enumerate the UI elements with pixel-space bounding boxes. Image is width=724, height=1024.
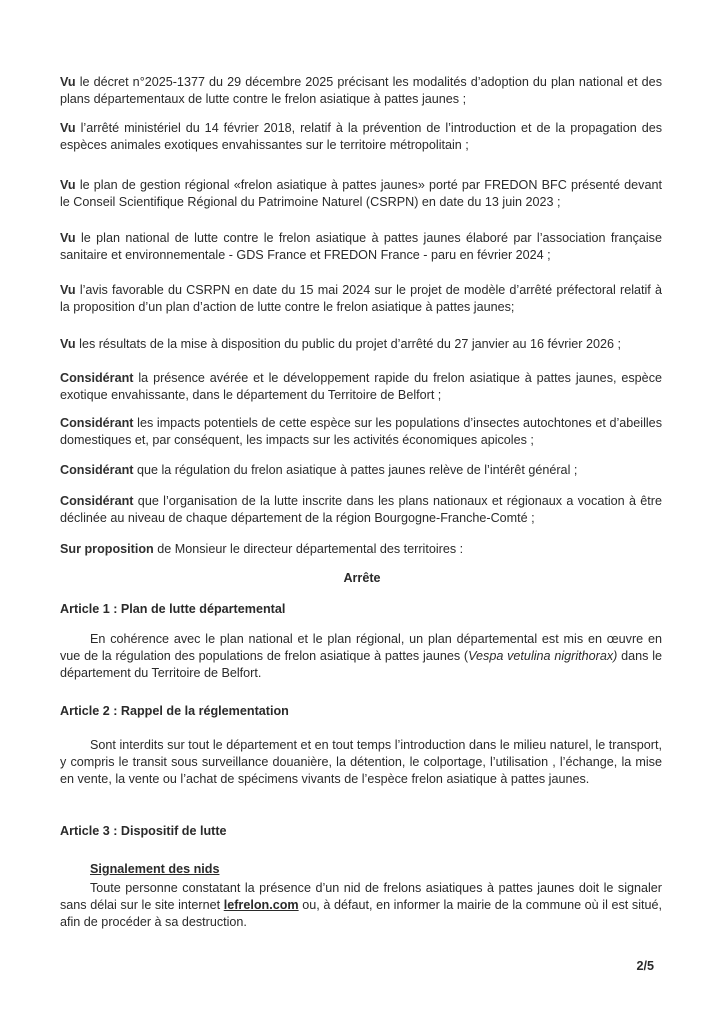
species-name: Vespa vetulina nigrithorax) — [468, 649, 618, 663]
article-2-text: Sont interdits sur tout le département et en tout temps l’introduction dans le milieu naturel, le transport, y compris le transit sous surveillance douanière, la détention, le colportage, l’utilisation , l’échange, la mise en vente, la vente ou l’achat de spécimens vivants de l’espèce frelon asiatique à pattes jaunes. — [60, 738, 662, 786]
article-1-title: Article 1 : Plan de lutte départemental — [60, 602, 286, 616]
paragraph-considerant-presence: Considérant la présence avérée et le développement rapide du frelon asiatique à pattes jaunes, espèce exotique envahissante, dans le département du Territoire de Belfort ; — [60, 371, 662, 402]
paragraph-vu-plan-regional: Vu le plan de gestion régional «frelon asiatique à pattes jaunes» porté par FREDON BFC présenté devant le Conseil Scientifique Régional du Patrimoine Naturel (CSRPN) en date du 13 juin 2023 ; — [60, 178, 662, 209]
page-number: 2/5 — [636, 959, 654, 973]
paragraph-considerant-regulation: Considérant que la régulation du frelon asiatique à pattes jaunes relève de l’intérêt général ; — [60, 463, 578, 477]
paragraph-considerant-impacts: Considérant les impacts potentiels de cette espèce sur les populations d’insectes autochtones et d’abeilles domestiques et, par conséquent, les impacts sur les activités économiques apicoles ; — [60, 416, 662, 447]
arrete-heading: Arrête — [343, 571, 381, 585]
article-3-title: Article 3 : Dispositif de lutte — [60, 824, 227, 838]
section-signalement-nids: Signalement des nids — [90, 862, 220, 876]
article-1-text: En cohérence avec le plan national et le plan régional, un plan départemental est mis en œuvre en vue de la régulation des populations de frelon asiatique à pattes jaunes (Vespa vetulina nigrithorax) dans le département du Territoire de Belfort. — [60, 632, 663, 680]
paragraph-vu-avis-csrpn: Vu l’avis favorable du CSRPN en date du 15 mai 2024 sur le projet de modèle d’arrêté préfectoral relatif à la proposition d’un plan d’action de lutte contre le frelon asiatique à pattes jaunes; — [60, 283, 662, 314]
paragraph-sur-proposition: Sur proposition de Monsieur le directeur départemental des territoires : — [60, 542, 464, 556]
paragraph-vu-arrete-ministeriel: Vu l’arrêté ministériel du 14 février 2018, relatif à la prévention de l’introduction et de la propagation des espèces animales exotiques envahissantes sur le territoire métropolitain ; — [60, 121, 662, 152]
paragraph-considerant-organisation: Considérant que l’organisation de la lutte inscrite dans les plans nationaux et régionaux a vocation à être déclinée au niveau de chaque département de la région Bourgogne-Franche-Comté ; — [60, 494, 662, 525]
article-3-text: Toute personne constatant la présence d’un nid de frelons asiatiques à pattes jaunes doit le signaler sans délai sur le site internet lefrelon.com ou, à défaut, en informer la mairie de la commune où il est situé, afin de procéder à sa destruction. — [60, 881, 662, 929]
paragraph-vu-plan-national: Vu le plan national de lutte contre le frelon asiatique à pattes jaunes élaboré par l’association française sanitaire et environnementale - GDS France et FREDON France - paru en février 2024 ; — [60, 231, 662, 262]
article-2-title: Article 2 : Rappel de la réglementation — [60, 704, 289, 718]
paragraph-vu-decret: Vu le décret n°2025-1377 du 29 décembre 2025 précisant les modalités d’adoption du plan national et des plans départementaux de lutte contre le frelon asiatique à pattes jaunes ; — [60, 75, 662, 106]
paragraph-vu-resultats: Vu les résultats de la mise à disposition du public du projet d’arrêté du 27 janvier au 16 février 2026 ; — [60, 337, 621, 351]
lefrelon-link[interactable]: lefrelon.com — [223, 898, 299, 912]
